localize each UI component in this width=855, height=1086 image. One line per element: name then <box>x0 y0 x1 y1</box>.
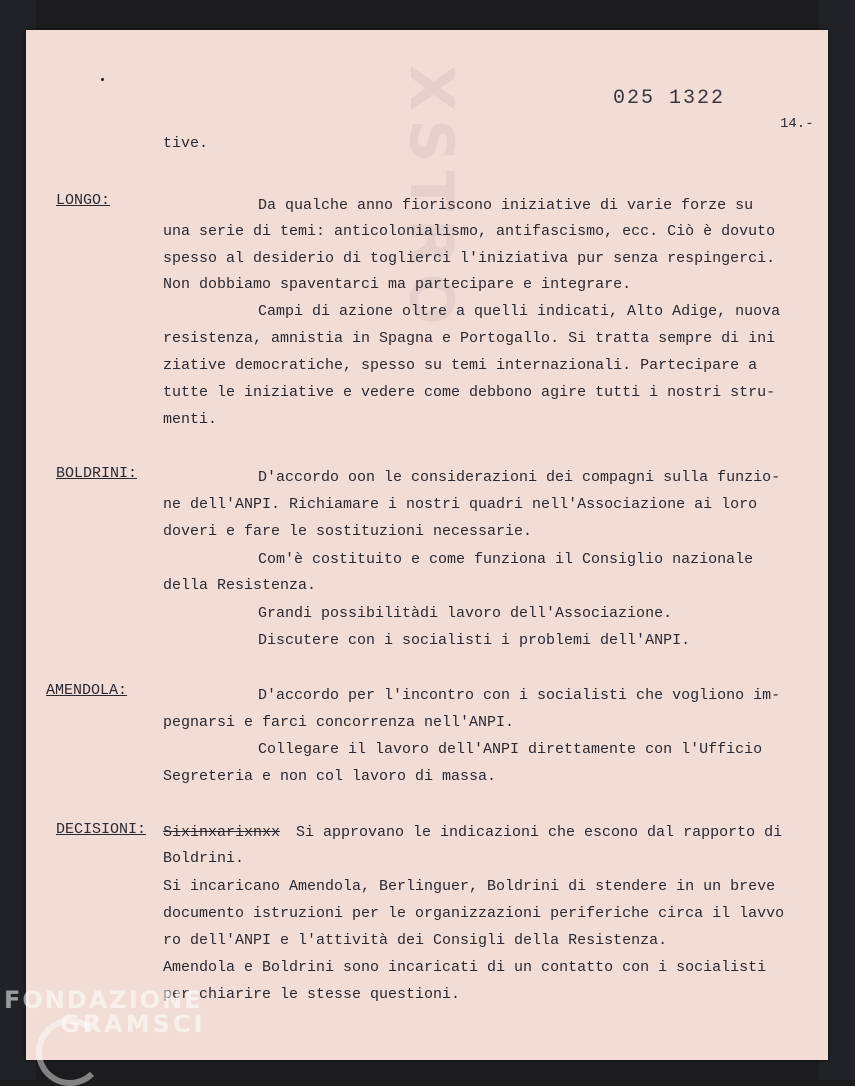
speaker-label: DECISIONI: <box>56 821 147 838</box>
watermark: XSTRO <box>396 65 466 333</box>
text-line: Collegare il lavoro dell'ANPI direttamente con l'Ufficio <box>258 741 763 758</box>
speaker-label: BOLDRINI: <box>56 465 138 482</box>
logo-line-2: GRAMSCI <box>60 1010 206 1038</box>
speaker-label: AMENDOLA: <box>46 682 128 699</box>
text-line: della Resistenza. <box>163 577 317 594</box>
text-line: tive. <box>163 135 209 152</box>
struck-text: Sixinxarixnxx <box>163 824 281 841</box>
text-line: Grandi possibilitàdi lavoro dell'Associazione. <box>258 605 673 622</box>
text-line: doveri e fare le sostituzioni necessarie. <box>163 523 533 540</box>
text-line: tutte le iniziative e vedere come debbono agire tutti i nostri stru- <box>163 384 776 401</box>
text-line: D'accordo oon le considerazioni dei compagni sulla funzio- <box>258 469 781 486</box>
fondazione-gramsci-logo <box>4 986 205 1038</box>
text-line: Boldrini. <box>163 850 245 867</box>
text-line: Non dobbiamo spaventarci ma partecipare e integrare. <box>163 276 632 293</box>
text-line: D'accordo per l'incontro con i socialisti che vogliono im- <box>258 687 781 704</box>
document-page <box>26 30 828 1060</box>
text-line: Campi di azione oltre a quelli indicati, Alto Adige, nuova <box>258 303 781 320</box>
text-line: una serie di temi: anticolonialismo, antifascismo, ecc. Ciò è dovuto <box>163 223 776 240</box>
text-line: Da qualche anno fioriscono iniziative di varie forze su <box>258 197 754 214</box>
text-line: Si incaricano Amendola, Berlinguer, Boldrini di stendere in un breve <box>163 878 776 895</box>
text-line: ziative democratiche, spesso su temi internazionali. Partecipare a <box>163 357 758 374</box>
text-line: ne dell'ANPI. Richiamare i nostri quadri nell'Associazione ai loro <box>163 496 758 513</box>
speaker-label: LONGO: <box>56 192 111 209</box>
text-line: Amendola e Boldrini sono incaricati di un contatto con i socialisti <box>163 959 767 976</box>
logo-line-1: FONDAZIONE <box>4 986 203 1014</box>
text-line: pegnarsi e farci concorrenza nell'ANPI. <box>163 714 515 731</box>
text-line: per chiarire le stesse questioni. <box>163 986 461 1003</box>
text-line: ro dell'ANPI e l'attività dei Consigli della Resistenza. <box>163 932 668 949</box>
ink-dot <box>101 78 104 81</box>
page-number: 14.- <box>780 116 814 132</box>
text-line: Discutere con i socialisti i problemi dell'ANPI. <box>258 632 691 649</box>
text-line: spesso al desiderio di toglierci l'iniziativa pur senza respingerci. <box>163 250 776 267</box>
text-line: Com'è costituito e come funziona il Consiglio nazionale <box>258 551 754 568</box>
archive-number: 025 1322 <box>613 87 726 110</box>
text-line: Si approvano le indicazioni che escono dal rapporto di <box>296 824 783 841</box>
text-line: menti. <box>163 411 218 428</box>
text-line: Segreteria e non col lavoro di massa. <box>163 768 497 785</box>
text-line: documento istruzioni per le organizzazioni periferiche circa il lavvo <box>163 905 785 922</box>
text-line: resistenza, amnistia in Spagna e Portogallo. Si tratta sempre di ini <box>163 330 776 347</box>
